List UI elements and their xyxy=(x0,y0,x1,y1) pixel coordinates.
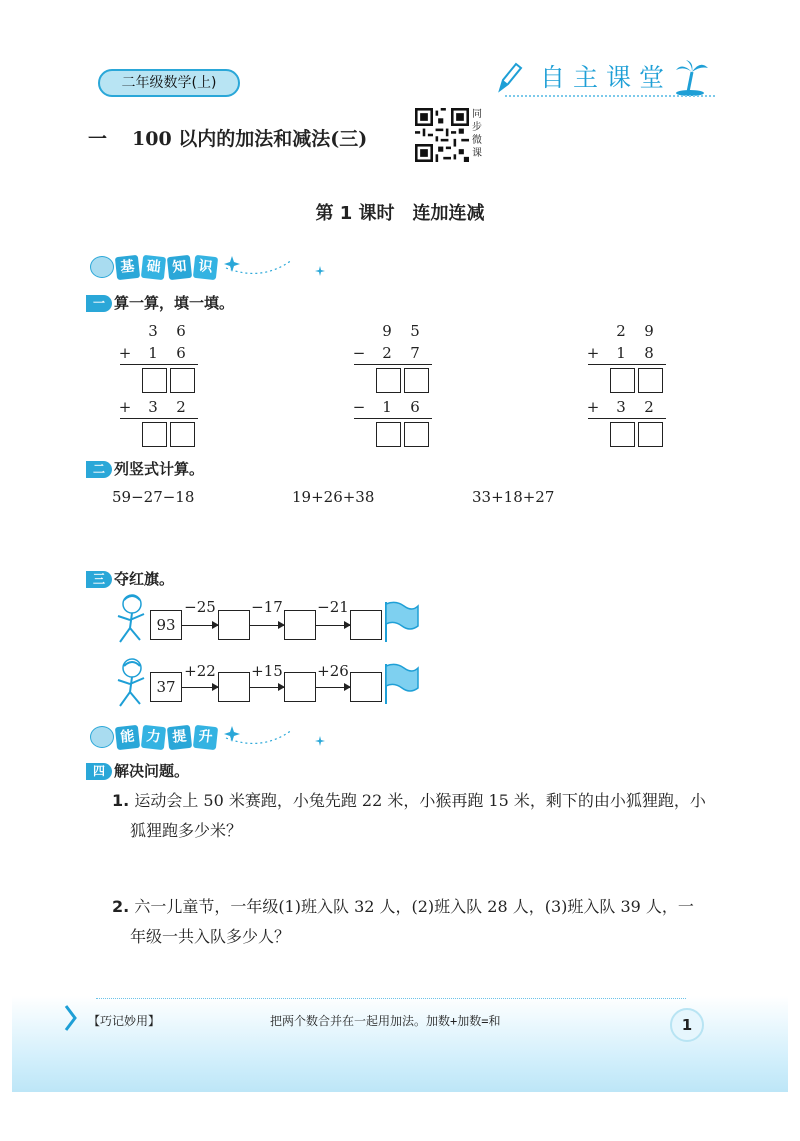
expression-1: 59−27−18 xyxy=(112,488,195,506)
answer-box[interactable] xyxy=(376,422,401,447)
chain-2-op-2: +15 xyxy=(251,662,283,680)
vertical-calc-3: 2 9 + 1 8 + 3 2 xyxy=(578,322,678,452)
lesson-title: 第 1 课时 连加连减 xyxy=(315,203,485,224)
sparkle-icon xyxy=(222,252,332,282)
section-4-title: 解决问题。 xyxy=(114,762,190,780)
chain-2-op-1: +22 xyxy=(184,662,216,680)
rule-line xyxy=(120,364,198,365)
section-1-header xyxy=(86,292,234,314)
answer-box[interactable] xyxy=(376,368,401,393)
expression-3: 33+18+27 xyxy=(472,488,555,506)
chain-2-start: 37 xyxy=(150,672,182,702)
sparkle-icon xyxy=(222,722,332,752)
section-3-header xyxy=(86,568,174,590)
chain-1-op-2: −17 xyxy=(251,598,283,616)
chevron-right-icon xyxy=(64,1004,78,1032)
mascot-bubble-icon xyxy=(90,256,114,278)
footer-band xyxy=(12,996,788,1092)
expression-2: 19+26+38 xyxy=(292,488,375,506)
chain-2-box-3[interactable] xyxy=(350,672,382,702)
arrow xyxy=(250,687,284,689)
chain-1-op-1: −25 xyxy=(184,598,216,616)
section-2-badge: 二 xyxy=(86,461,112,478)
qr-code-icon[interactable] xyxy=(415,108,469,162)
arrow xyxy=(316,687,350,689)
rule-line xyxy=(354,418,432,419)
banner-ability-improve: 能 力 提 升 xyxy=(116,726,220,752)
section-4-badge: 四 xyxy=(86,763,112,780)
problem-2: 2. 六一儿童节，一年级(1)班入队 32 人，(2)班入队 28 人，(3)班入队 39 人，一 年级一共入队多少人？ xyxy=(112,897,694,946)
palm-tree-icon xyxy=(674,58,710,96)
qr-caption: 同 步 微 课 xyxy=(472,109,482,159)
arrow xyxy=(250,625,284,627)
answer-box[interactable] xyxy=(610,422,635,447)
flag-icon xyxy=(382,662,420,706)
pencil-icon xyxy=(494,60,524,94)
footer-tip-label: 【巧记妙用】 xyxy=(88,1014,161,1028)
running-boy-icon xyxy=(110,656,152,712)
banner-basic-knowledge: 基 础 知 识 xyxy=(116,256,220,282)
brand-title: 自主课堂 xyxy=(540,63,673,92)
page-number: 1 xyxy=(670,1008,704,1042)
answer-box[interactable] xyxy=(170,422,195,447)
chapter-title: 100 以内的加法和减法(三) xyxy=(132,128,368,150)
section-3-badge: 三 xyxy=(86,571,112,588)
arrow xyxy=(316,625,350,627)
answer-box[interactable] xyxy=(638,422,663,447)
running-girl-icon xyxy=(110,592,152,648)
chapter-number: 一 xyxy=(88,128,108,150)
answer-box[interactable] xyxy=(638,368,663,393)
grade-label: 二年级数学(上) xyxy=(98,69,240,97)
footer-divider xyxy=(96,998,686,999)
answer-box[interactable] xyxy=(404,368,429,393)
vertical-calc-1: 3 6 + 1 6 + 3 2 xyxy=(110,322,210,452)
vertical-calc-2: 9 5 − 2 7 − 1 6 xyxy=(344,322,444,452)
answer-box[interactable] xyxy=(142,422,167,447)
chain-1-box-3[interactable] xyxy=(350,610,382,640)
problem-1: 1. 运动会上 50 米赛跑，小兔先跑 22 米，小猴再跑 15 米，剩下的由小狐狸跑，小 狐狸跑多少米？ xyxy=(112,791,706,840)
section-1-title: 算一算，填一填。 xyxy=(114,294,235,312)
answer-box[interactable] xyxy=(404,422,429,447)
answer-box[interactable] xyxy=(170,368,195,393)
section-2-title: 列竖式计算。 xyxy=(114,460,205,478)
answer-box[interactable] xyxy=(142,368,167,393)
section-2-header xyxy=(86,458,204,480)
arrow xyxy=(182,687,218,689)
rule-line xyxy=(588,364,666,365)
chain-1-start: 93 xyxy=(150,610,182,640)
chain-1-op-3: −21 xyxy=(317,598,349,616)
footer-note: 把两个数合并在一起用加法。加数+加数=和 xyxy=(270,1014,501,1028)
arrow xyxy=(182,625,218,627)
brand-underline xyxy=(505,95,715,97)
chapter-heading xyxy=(88,124,367,151)
chain-2-op-3: +26 xyxy=(317,662,349,680)
section-1-badge: 一 xyxy=(86,295,112,312)
section-4-header xyxy=(86,760,189,782)
section-3-title: 夺红旗。 xyxy=(114,570,175,588)
mascot-bubble-icon xyxy=(90,726,114,748)
flag-icon xyxy=(382,600,420,644)
rule-line xyxy=(120,418,198,419)
rule-line xyxy=(354,364,432,365)
rule-line xyxy=(588,418,666,419)
answer-box[interactable] xyxy=(610,368,635,393)
